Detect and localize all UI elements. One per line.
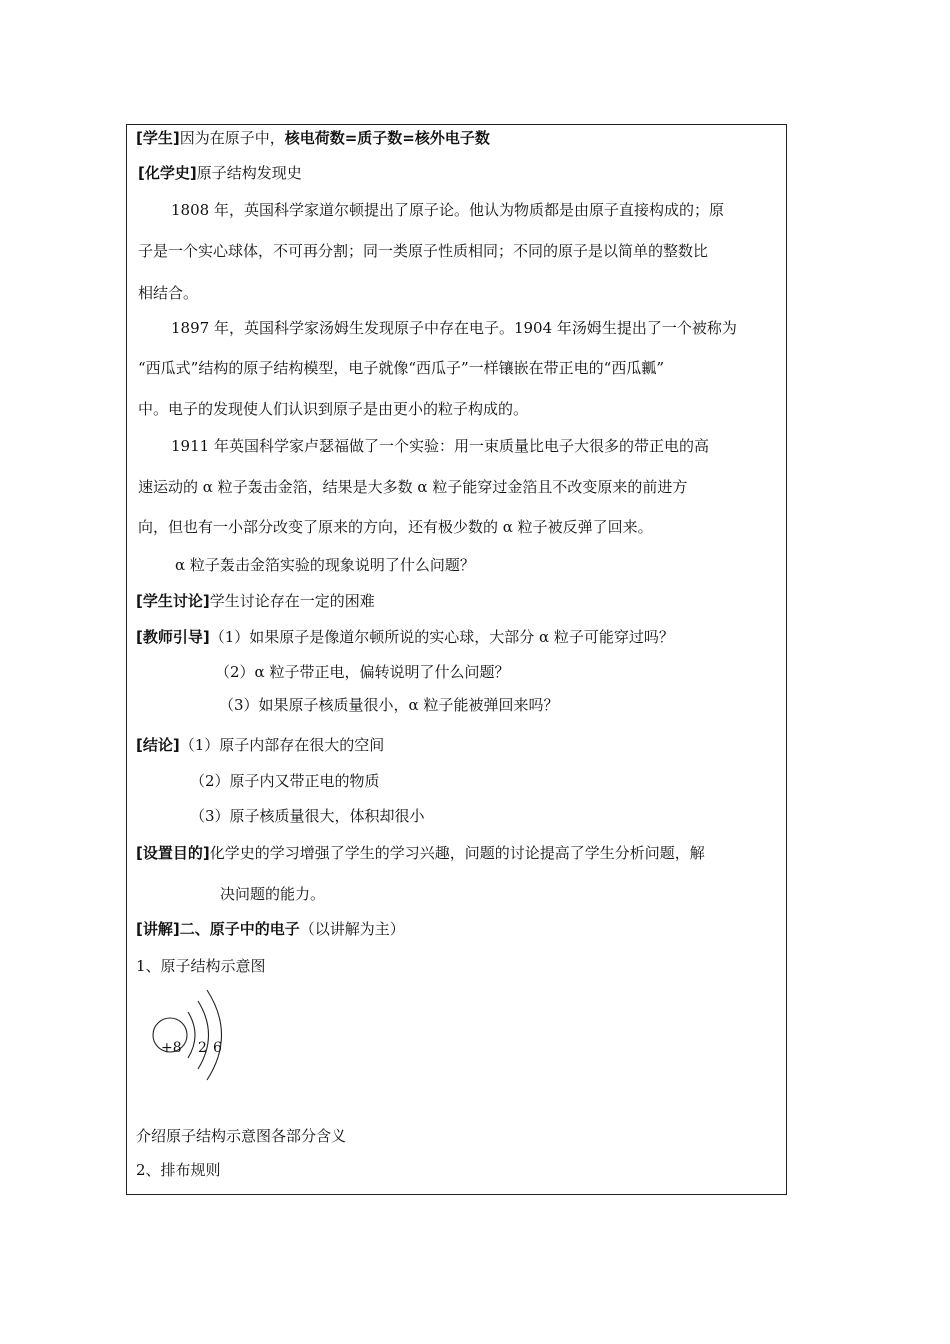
lecture-tag: [讲解]二、原子中的电子 [136, 920, 300, 938]
aim-text-1: 化学史的学习增强了学生的学习兴趣，问题的讨论提高了学生分析问题，解 [209, 844, 705, 862]
history-title: 原子结构发现史 [196, 164, 302, 182]
shell-1-count: 2 [198, 1040, 207, 1056]
para-rutherford-1: 1911 年英国科学家卢瑟福做了一个实验：用一束质量比电子大很多的带正电的高 [171, 437, 709, 455]
history-tag: [化学史] [138, 164, 197, 182]
conclusion-3: （3）原子核质量很大，体积却很小 [190, 807, 425, 825]
para-dalton-3: 相结合。 [138, 284, 199, 302]
shell-2-count: 6 [213, 1040, 222, 1056]
aim-tag: [设置目的] [136, 844, 210, 862]
para-rutherford-3: 向，但也有一小部分改变了原来的方向，还有极少数的 α 粒子被反弹了回来。 [138, 518, 653, 536]
shell-1-arc [188, 1012, 195, 1058]
student-tag: [学生] [136, 129, 180, 147]
charge-equation: 核电荷数=质子数=核外电子数 [284, 129, 490, 147]
guide-q3: （3）如果原子核质量很小，α 粒子能被弹回来吗？ [219, 696, 559, 714]
section-2-title: 2、排布规则 [136, 1161, 221, 1179]
guide-q1: （1）如果原子是像道尔顿所说的实心球，大部分 α 粒子可能穿过吗？ [209, 628, 674, 646]
discussion-line [136, 591, 375, 611]
student-line [136, 128, 490, 148]
conclusion-tag: [结论] [136, 736, 180, 754]
conclusion-1: （1）原子内部存在很大的空间 [179, 736, 385, 754]
history-heading [138, 163, 302, 183]
section-1-title: 1、原子结构示意图 [136, 957, 266, 975]
para-thomson-1: 1897 年，英国科学家汤姆生发现原子中存在电子。1904 年汤姆生提出了一个被称为 [171, 319, 737, 337]
conclusion-line-1 [136, 735, 384, 755]
para-rutherford-2: 速运动的 α 粒子轰击金箔，结果是大多数 α 粒子能穿过金箔且不改变原来的前进方 [138, 478, 688, 496]
guide-tag: [教师引导] [136, 628, 210, 646]
para-dalton-2: 子是一个实心球体，不可再分割；同一类原子性质相同；不同的原子是以简单的整数比 [138, 242, 709, 260]
guide-line-1 [136, 627, 674, 647]
diagram-intro: 介绍原子结构示意图各部分含义 [136, 1127, 347, 1145]
shell-2-arc [198, 1001, 209, 1069]
para-dalton-1: 1808 年，英国科学家道尔顿提出了原子论。他认为物质都是由原子直接构成的；原 [171, 201, 724, 219]
aim-line-1 [136, 843, 705, 863]
student-text: 因为在原子中， [179, 129, 285, 147]
lecture-note: （以讲解为主） [299, 920, 405, 938]
guide-q2: （2）α 粒子带正电，偏转说明了什么问题？ [215, 663, 510, 681]
para-thomson-3: 中。电子的发现使人们认识到原子是由更小的粒子构成的。 [138, 400, 529, 418]
question-line: α 粒子轰击金箔实验的现象说明了什么问题？ [175, 556, 475, 574]
shell-3-arc [207, 990, 222, 1080]
discussion-tag: [学生讨论] [136, 592, 210, 610]
lecture-line [136, 919, 405, 939]
para-thomson-2: “西瓜式”结构的原子结构模型，电子就像“西瓜子”一样镶嵌在带正电的“西瓜瓤” [138, 359, 665, 377]
atom-structure-diagram [148, 985, 238, 1085]
nucleus-charge: +8 [161, 1040, 182, 1056]
discussion-text: 学生讨论存在一定的困难 [209, 592, 375, 610]
aim-text-2: 决问题的能力。 [220, 885, 326, 903]
conclusion-2: （2）原子内又带正电的物质 [190, 772, 380, 790]
